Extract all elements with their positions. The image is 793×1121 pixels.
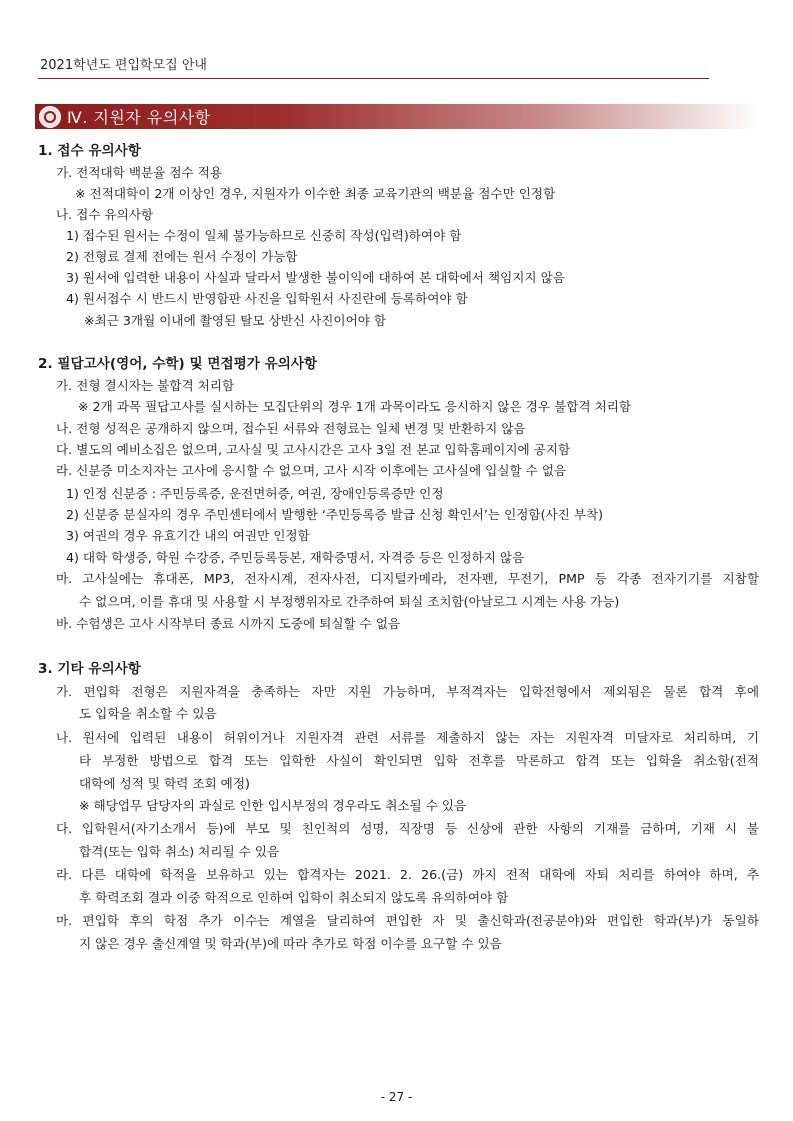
list-item: 나. 원서에 입력된 내용이 허위이거나 지원자격 관련 서류를 제출하지 않는 자는 지원자격 미달자로 처리하며, 기	[56, 730, 759, 745]
list-item: 다. 입학원서(자기소개서 등)에 부모 및 친인척의 성명, 직장명 등 신상에 관한 사항의 기재를 금하며, 기재 시 불	[56, 821, 759, 836]
list-item: 2) 신분증 분실자의 경우 주민센터에서 발행한 ‘주민등록증 발급 신청 확인서’는 인정함(사진 부착)	[66, 507, 604, 522]
list-item: 3) 여권의 경우 유효기간 내의 여권만 인정함	[66, 528, 310, 543]
note: ※ 2개 과목 필답고사를 실시하는 모집단위의 경우 1개 과목이라도 응시하지 않은 경우 불합격 처리함	[78, 399, 632, 414]
page-number: - 27 -	[380, 1090, 413, 1104]
heading-1: 1. 접수 유의사항	[38, 143, 141, 159]
list-item: 바. 수험생은 고사 시작부터 종료 시까지 도중에 퇴실할 수 없음	[56, 616, 401, 631]
list-item-continuation: 타 부정한 방법으로 합격 또는 입학한 사실이 확인되면 입학 전후를 막론하고 합격 또는 입학을 취소함(전적	[79, 753, 759, 768]
list-item: 마. 고사실에는 휴대폰, MP3, 전자시계, 전자사전, 디지털카메라, 전자펜, 무전기, PMP 등 각종 전자기기를 지참할	[56, 571, 759, 586]
list-item: 4) 원서접수 시 반드시 반영함판 사진을 입학원서 사진란에 등록하여야 함	[66, 291, 468, 306]
list-item: 나. 접수 유의사항	[56, 207, 154, 222]
list-item: 2) 전형료 결제 전에는 원서 수정이 가능함	[66, 249, 298, 264]
note: ※ 전적대학이 2개 이상인 경우, 지원자가 이수한 최종 교육기관의 백분율 점수만 인정함	[75, 186, 556, 201]
heading-3: 3. 기타 유의사항	[38, 661, 141, 677]
note: ※ 해당업무 담당자의 과실로 인한 입시부정의 경우라도 취소될 수 있음	[79, 798, 467, 813]
page-header-title: 2021학년도 편입학모집 안내	[40, 58, 207, 73]
list-item: 마. 편입학 후의 학점 추가 이수는 계열을 달리하여 편입한 자 및 출신학과(전공분야)와 편입한 학과(부)가 동일하	[56, 913, 759, 928]
note: ※최근 3개월 이내에 촬영된 탈모 상반신 사진이어야 함	[84, 313, 387, 328]
list-item-continuation: 대학에 성적 및 학력 조회 예정)	[79, 776, 250, 791]
list-item-continuation: 수 없으며, 이를 휴대 및 사용할 시 부정행위자로 간주하여 퇴실 조치함(아날로그 시계는 사용 가능)	[79, 594, 620, 609]
section-banner	[35, 104, 760, 129]
list-item: 1) 접수된 원서는 수정이 일체 불가능하므로 신중히 작성(입력)하여야 함	[66, 228, 462, 243]
list-item: 라. 신분증 미소지자는 고사에 응시할 수 없으며, 고사 시작 이후에는 고사실에 입실할 수 없음	[56, 463, 567, 478]
list-item-continuation: 도 입학을 취소할 수 있음	[79, 706, 217, 721]
list-item: 3) 원서에 입력한 내용이 사실과 달라서 발생한 불이익에 대하여 본 대학에서 책임지지 않음	[66, 270, 565, 285]
heading-2: 2. 필답고사(영어, 수학) 및 면접평가 유의사항	[38, 356, 318, 372]
list-item-continuation: 합격(또는 입학 취소) 처리될 수 있음	[79, 844, 280, 859]
section-title: Ⅳ. 지원자 유의사항	[67, 108, 211, 127]
university-emblem-icon	[39, 106, 61, 128]
list-item: 라. 다른 대학에 학적을 보유하고 있는 합격자는 2021. 2. 26.(금) 까지 전적 대학에 자퇴 처리를 하여야 하며, 추	[56, 867, 759, 882]
header-divider	[38, 78, 709, 79]
list-item: 가. 전적대학 백분율 점수 적용	[56, 165, 223, 180]
list-item-continuation: 지 않은 경우 출신계열 및 학과(부)에 따라 추가로 학점 이수를 요구할 수 있음	[79, 936, 502, 951]
list-item: 가. 편입학 전형은 지원자격을 충족하는 자만 지원 가능하며, 부적격자는 입학전형에서 제외됨은 물론 합격 후에	[56, 684, 759, 699]
list-item: 가. 전형 결시자는 불합격 처리함	[56, 378, 235, 393]
list-item: 나. 전형 성적은 공개하지 않으며, 접수된 서류와 전형료는 일체 변경 및 반환하지 않음	[56, 421, 526, 436]
list-item: 4) 대학 학생증, 학원 수강증, 주민등록등본, 재학증명서, 자격증 등은 인정하지 않음	[66, 550, 525, 565]
list-item-continuation: 후 학력조회 결과 이중 학적으로 인하여 입학이 취소되지 않도록 유의하여야 함	[79, 890, 509, 905]
list-item: 다. 별도의 예비소집은 없으며, 고사실 및 고사시간은 고사 3일 전 본교 입학홈페이지에 공지함	[56, 442, 571, 457]
list-item: 1) 인정 신분증 : 주민등록증, 운전면허증, 여권, 장애인등록증만 인정	[66, 486, 444, 501]
